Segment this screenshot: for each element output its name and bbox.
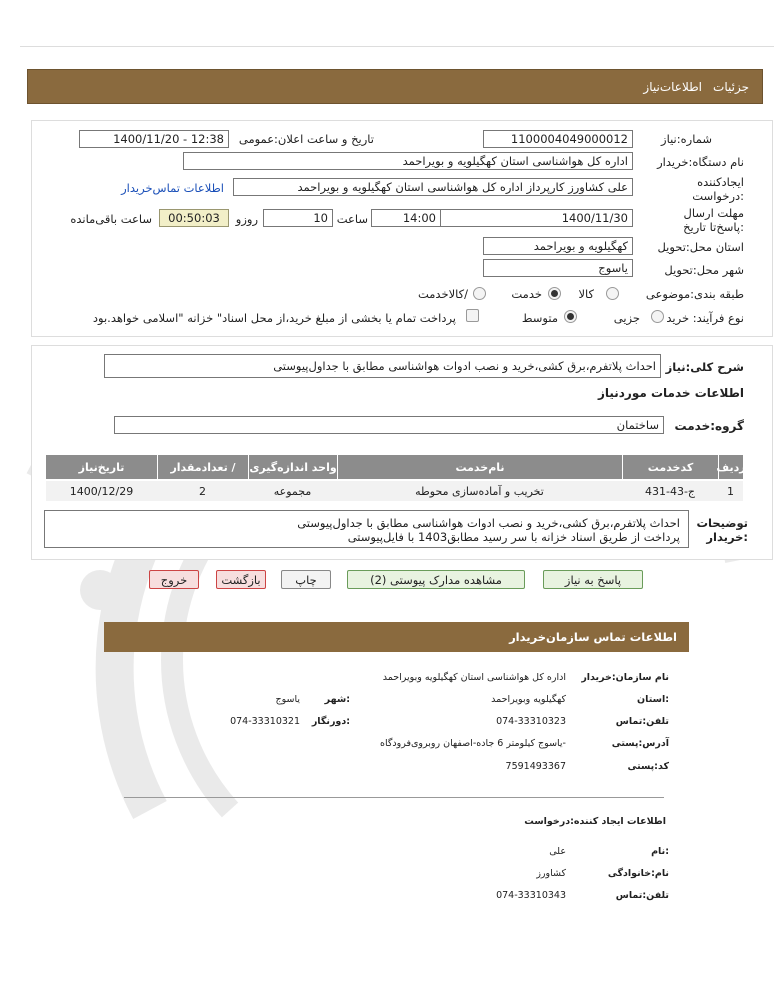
table-row <box>46 481 743 501</box>
services-table-header <box>46 455 746 479</box>
category-label: طبقه بندی:موضوعی <box>645 287 744 301</box>
delivery-city-field: یاسوج <box>483 259 633 277</box>
deadline-time-label: ساعت <box>336 212 368 226</box>
creator-family-value: کشاورز <box>536 868 566 879</box>
reply-button[interactable]: پاسخ به نیاز <box>543 570 643 589</box>
days-field: 10 <box>263 209 333 227</box>
category-goods-service-label: /کالاخدمت <box>417 287 468 301</box>
service-group-field: ساختمان <box>114 416 664 434</box>
contact-address-label: آدرس:پستی <box>611 738 669 749</box>
print-button[interactable]: چاپ <box>281 570 331 589</box>
process-type-label: نوع فرآیند: خرید <box>666 311 744 325</box>
need-number-label: شماره:نیاز <box>661 132 712 146</box>
creator-phone-value: 074-33310343 <box>496 890 566 901</box>
tab-need-info[interactable]: اطلاعات‌نیاز <box>643 80 702 94</box>
category-goods-radio[interactable] <box>606 287 619 300</box>
buyer-contact-bar <box>104 622 689 652</box>
col-unit: واحد اندازه‌گیری <box>248 455 337 479</box>
process-partial-radio[interactable] <box>651 310 664 323</box>
contact-fax-label: :دورنگار <box>311 716 350 727</box>
org-label: نام سازمان:خریدار <box>581 672 669 683</box>
col-date: تاریخ‌نیاز <box>78 460 125 474</box>
remaining-time-field: 00:50:03 <box>159 209 229 227</box>
contact-postal-value: 7591493367 <box>505 761 566 772</box>
category-goods-label: کالا <box>578 287 594 301</box>
buyer-contact-title: اطلاعات تماس سازمان‌خریدار <box>509 630 677 644</box>
col-name: نام‌خدمت <box>337 455 622 479</box>
process-partial-label: جزیی <box>613 311 640 325</box>
cell-row: 1 <box>727 484 734 498</box>
buyer-contact-link[interactable]: اطلاعات تماس‌خریدار <box>121 181 224 195</box>
days-label: روزو <box>235 212 258 226</box>
contact-phone-value: 074-33310323 <box>496 716 566 727</box>
cell-date: 1400/12/29 <box>69 484 134 498</box>
contact-fax-value: 074-33310321 <box>230 716 300 727</box>
buyer-notes-label: توضیحات :خریدار <box>696 516 748 544</box>
cell-name: تخریب و آماده‌سازی محوطه <box>415 484 544 498</box>
delivery-province-field: کهگیلویه و بویراحمد <box>483 237 633 255</box>
buyer-notes-field <box>44 510 689 548</box>
category-service-label: خدمت <box>511 287 542 301</box>
treasury-payment-note: پرداخت تمام یا بخشی از مبلغ خرید،از محل اسناد" خزانه "اسلامی خواهد.بود <box>92 311 456 325</box>
col-quantity: / تعدادمقدار <box>157 455 248 479</box>
contact-city-label: :شهر <box>324 694 350 705</box>
back-button[interactable]: بازگشت <box>216 570 266 589</box>
services-title: اطلاعات خدمات موردنیاز <box>597 386 744 400</box>
contact-city-value: یاسوج <box>275 694 300 705</box>
contact-postal-label: کد:پستی <box>627 761 669 772</box>
top-divider <box>20 46 774 47</box>
announce-date-label: تاریخ و ساعت اعلان:عمومی <box>238 132 374 146</box>
creator-info-title: اطلاعات ایجاد کننده:درخواست <box>524 816 666 827</box>
delivery-city-label: شهر محل:تحویل <box>664 263 744 277</box>
view-attachments-button[interactable]: مشاهده مدارک پیوستی (2) <box>347 570 525 589</box>
category-service-radio[interactable] <box>548 287 561 300</box>
cell-code: ج-43-431 <box>644 484 696 498</box>
treasury-payment-checkbox[interactable] <box>466 309 479 322</box>
announce-date-field: 1400/11/20 - 12:38 <box>79 130 229 148</box>
summary-label: شرح کلی:نیاز <box>665 360 744 374</box>
category-goods-service-radio[interactable] <box>473 287 486 300</box>
col-code: کدخدمت <box>622 455 718 479</box>
buyer-notes-line1: احداث پلاتفرم،برق کشی،خرید و نصب ادوات هواشناسی مطابق با جداول‌پیوستی <box>297 516 680 530</box>
cell-unit: مجموعه <box>273 484 312 498</box>
contact-phone-label: تلفن:تماس <box>615 716 669 727</box>
buyer-notes-line2: پرداخت از طریق اسناد خزانه با سر رسید مطابق1403 با فایل‌پیوستی <box>347 530 680 544</box>
creator-name-value: علی <box>549 846 566 857</box>
org-value: اداره کل هواشناسی استان کهگیلویه وبویراحمد <box>382 672 566 683</box>
contact-province-label: :استان <box>637 694 669 705</box>
creator-phone-label: تلفن:تماس <box>615 890 669 901</box>
creator-label: ایجادکننده :درخواست <box>692 175 744 203</box>
deadline-date-field: 1400/11/30 <box>371 209 633 227</box>
creator-name-label: :نام <box>651 846 669 857</box>
header-bar <box>27 69 763 104</box>
process-medium-radio[interactable] <box>564 310 577 323</box>
buyer-org-label: نام دستگاه:خریدار <box>657 155 744 169</box>
deadline-label: مهلت ارسال :پاسخ‌تا تاریخ <box>683 206 744 234</box>
creator-field: علی کشاورز کارپرداز اداره کل هواشناسی استان کهگیلویه و بویراحمد <box>233 178 633 196</box>
remaining-time-label: ساعت باقی‌مانده <box>70 212 152 226</box>
process-medium-label: متوسط <box>521 311 558 325</box>
buyer-org-field: اداره کل هواشناسی استان کهگیلویه و بویراحمد <box>183 152 633 170</box>
cell-quantity: 2 <box>199 484 206 498</box>
service-group-label: گروه:خدمت <box>674 419 744 433</box>
creator-family-label: نام:خانوادگی <box>607 868 669 879</box>
exit-button[interactable]: خروج <box>149 570 199 589</box>
contact-divider <box>124 797 664 798</box>
need-number-field: 1100004049000012 <box>483 130 633 148</box>
col-row: ردیف <box>718 455 743 479</box>
contact-province-value: کهگیلویه وبویراحمد <box>491 694 566 705</box>
summary-field: احداث پلاتفرم،برق کشی،خرید و نصب ادوات هواشناسی مطابق با جداول‌پیوستی <box>104 354 661 378</box>
contact-address-value: -یاسوج کیلومتر 6 جاده-اصفهان روبروی‌فرودگاه <box>380 738 566 749</box>
delivery-province-label: استان محل:تحویل <box>657 240 744 254</box>
deadline-time-field: 14:00 <box>371 209 441 227</box>
tab-details[interactable]: جزئیات <box>713 80 749 94</box>
